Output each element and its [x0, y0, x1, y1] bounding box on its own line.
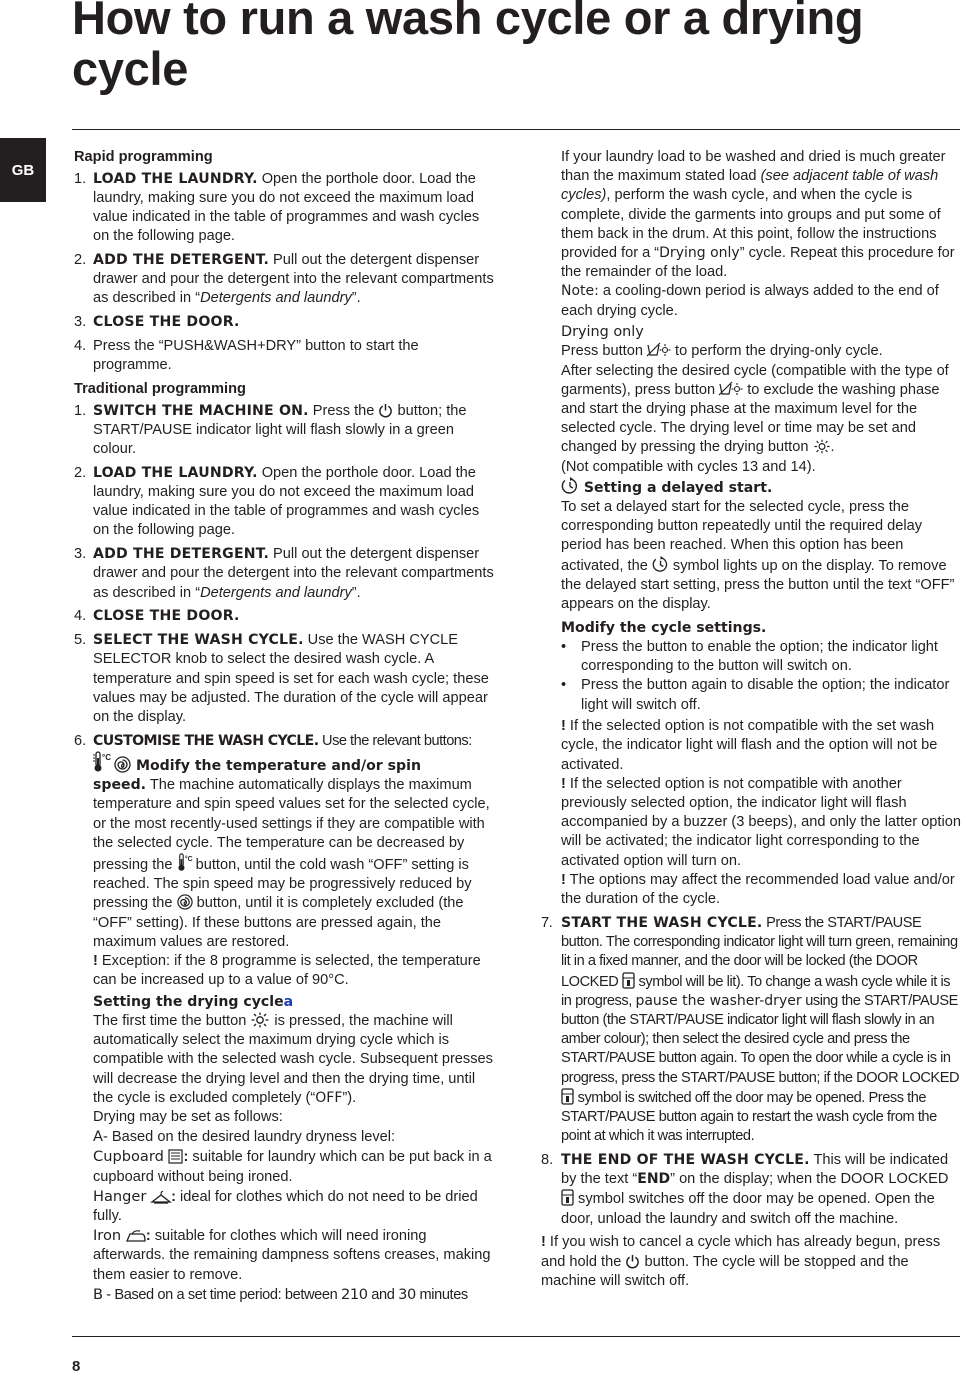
drying-sun-icon — [250, 1012, 270, 1028]
warning-3: ! The options may affect the recommended load value and/or the duration of the cycle. — [561, 871, 955, 908]
right-column — [541, 148, 961, 1291]
rapid-step-2: 2. ADD THE DETERGENT. Pull out the detergent dispenser drawer and pour the detergent into the relevant compartments as described in “Detergents and laundry”. — [74, 252, 494, 307]
option-iron: Iron : suitable for clothes which will need ironing afterwards. the remaining dampness softens creases, making them easier to remove. — [93, 1227, 491, 1283]
no-wash-dry-icon-2 — [719, 381, 743, 397]
svg-text:°C: °C — [184, 855, 193, 863]
traditional-heading: Traditional programming — [74, 381, 246, 397]
no-wash-dry-icon — [647, 342, 671, 358]
language-tab: GB — [0, 138, 46, 202]
step-7: 7. START THE WASH CYCLE. Press the START/PAUSE button. The corresponding indicator light will turn green, remaining lit in a fixed manner, and the door will be locked (the DOOR LOCKED symbol will be lit). To change a wash cycle while it is in progress, pause the washer-dryer using the START/PAUSE button (the START/PAUSE indicator light will flash slowly in an amber colour); then select the desired cycle and press the START/PAUSE button again. To open the door while a cycle is in progress, press the START/PAUSE button; if the DOOR LOCKED symbol is switched off the door may be opened. Press the START/PAUSE button again to restart the wash cycle from the point at which it was interrupted. — [541, 914, 960, 1145]
trad-step-3: 3. ADD THE DETERGENT. Pull out the detergent dispenser drawer and pour the detergent into the relevant compartments as described in “Detergents and laundry”. — [74, 546, 494, 601]
trad-step-6: 6. CUSTOMISE THE WASH CYCLE. Use the relevant buttons: — [74, 732, 472, 749]
drying-options-intro: Drying may be set as follows: — [93, 1109, 283, 1126]
spin-icon — [114, 756, 131, 773]
cancel-note: ! If you wish to cancel a cycle which has already begun, press and hold the button. The cycle will be stopped and the machine will switch off. — [541, 1234, 941, 1289]
option-hanger: Hanger : ideal for clothes which do not need to be dried fully. — [93, 1187, 478, 1225]
delayed-start-heading: Setting a delayed start. — [541, 477, 961, 498]
door-lock-icon — [622, 972, 635, 989]
rapid-step-4: 4. Press the “PUSH&WASH+DRY” button to start the programme. — [74, 338, 419, 374]
drying-only-text: Press button to perform the drying-only cycle. — [561, 343, 883, 360]
door-lock-icon-2 — [561, 1088, 574, 1105]
spin-inline-icon — [177, 894, 193, 910]
iron-icon — [126, 1229, 146, 1243]
modify-settings-heading: Modify the cycle settings. — [561, 619, 767, 636]
option-a: A- Based on the desired laundry dryness level: — [93, 1128, 396, 1146]
modify-temp-spin-heading: °C Modify the temperature and/or spin speed. The machine automatically displays the maximum temperature and spin speed values set for the selected cycle, or the most recently-used settings if they are compatible with the selected cycle. The temperature can be decreased by pressing the °C button, until the cold wash “OFF” setting is reached. The spin speed may be progressively reduced by pressing the button, until it is completely excluded (the “OFF” setting). If these buttons are pressed again, the maximum values are restored. — [93, 753, 490, 950]
after-selecting-text: After selecting the desired cycle (compatible with the type of garments), press button to exclude the washing phase and start the drying phase at the maximum level for the selected cycle. The drying level or time may be set and changed by pressing the drying button . (Not compatible with cycles 13 and 14). — [561, 362, 949, 475]
option-cupboard: Cupboard : suitable for laundry which can be put back in a cupboard without being ironed. — [93, 1148, 492, 1185]
trad-step-4: 4. CLOSE THE DOOR. — [74, 608, 240, 625]
drying-sun-icon-2 — [813, 439, 831, 454]
warning-2: ! If the selected option is not compatible with another previously selected option, the indicator light will flash accompanied by a buzzer (3 beeps), and only the latter option will be activated; the indicator light corresponding to the activated option will turn on. — [561, 775, 961, 869]
page-number: 8 — [72, 1358, 81, 1375]
rapid-heading: Rapid programming — [74, 149, 213, 165]
warning-1: ! If the selected option is not compatible with the set wash cycle, the indicator light will flash and the option will not be activated. — [561, 718, 938, 773]
delay-clock-icon-2 — [652, 556, 669, 573]
thermometer-inline-icon — [177, 853, 192, 872]
bullet-enable: • Press the button to enable the option; the indicator light corresponding to the button will switch on. — [561, 639, 938, 675]
step-8: 8. THE END OF THE WASH CYCLE. This will be indicated by the text “END” on the display; when the DOOR LOCKED symbol switches off the door may be opened. Open the door, unload the laundry and switch off the machine. — [541, 1151, 949, 1227]
intro-paragraph: If your laundry load to be washed and dried is much greater than the maximum stated load (see adjacent table of wash cycles), perform the wash cycle, and when the cycle is complete, divide the garments into groups and put some of them back in the drum. At this point, follow the instructions provided for a “Drying only” cycle. Repeat this procedure for the remainder of the load. — [561, 149, 955, 281]
door-lock-icon-3 — [561, 1189, 574, 1206]
power-icon — [378, 403, 393, 418]
drying-only-heading: Drying only — [561, 324, 644, 341]
exception-note: ! Exception: if the 8 programme is selected, the temperature can be increased up to a value of 90°C. — [93, 953, 481, 989]
cupboard-icon — [168, 1149, 183, 1164]
note-paragraph: Note: a cooling-down period is always added to the end of each drying cycle. — [561, 283, 939, 319]
drying-cycle-heading: Setting the drying cyclea — [93, 993, 294, 1010]
trad-step-1: 1. SWITCH THE MACHINE ON. Press the button; the START/PAUSE indicator light will flash slowly in a green colour. — [74, 402, 467, 457]
page-title: How to run a wash cycle or a drying cycle — [72, 0, 864, 95]
rapid-step-3: 3. CLOSE THE DOOR. — [74, 314, 240, 331]
trad-step-5: 5. SELECT THE WASH CYCLE. Use the WASH CYCLE SELECTOR knob to select the desired wash cycle. A temperature and spin speed is set for each wash cycle; these values may be adjusted. The duration of the cycle will appear on the display. — [74, 632, 489, 726]
bullet-disable: • Press the button again to disable the option; the indicator light will switch off. — [561, 677, 950, 713]
title-rule — [72, 129, 960, 130]
left-column — [74, 148, 498, 1305]
footer-rule — [72, 1336, 960, 1337]
delay-clock-icon — [561, 477, 579, 495]
delayed-start-text: To set a delayed start for the selected cycle, press the corresponding button repeatedly until the required delay period has been reached. When this option has been activated, the symbol lights up on the display. To remove the delayed start setting, press the button until the text “OFF” appears on the display. — [561, 499, 955, 613]
power-icon-2 — [625, 1254, 640, 1269]
rapid-step-1: 1. LOAD THE LAUNDRY. Open the porthole door. Load the laundry, making sure you do not exceed the maximum load value indicated in the table of programmes and wash cycles on the following page. — [74, 170, 480, 245]
drying-cycle-text: The first time the button is pressed, the machine will automatically select the maximum drying cycle which is compatible with the selected wash cycle. Subsequent presses will decrease the drying level and then the drying time, until the cycle is excluded completely (“OFF”). — [93, 1013, 493, 1106]
thermometer-icon — [93, 751, 110, 773]
hanger-icon — [151, 1190, 171, 1204]
svg-text:°C: °C — [102, 753, 111, 763]
trad-step-2: 2. LOAD THE LAUNDRY. Open the porthole door. Load the laundry, making sure you do not exceed the maximum load value indicated in the table of programmes and wash cycles on the following page. — [74, 464, 480, 539]
option-b: B - Based on a set time period: between 210 and 30 minutes — [93, 1285, 468, 1303]
